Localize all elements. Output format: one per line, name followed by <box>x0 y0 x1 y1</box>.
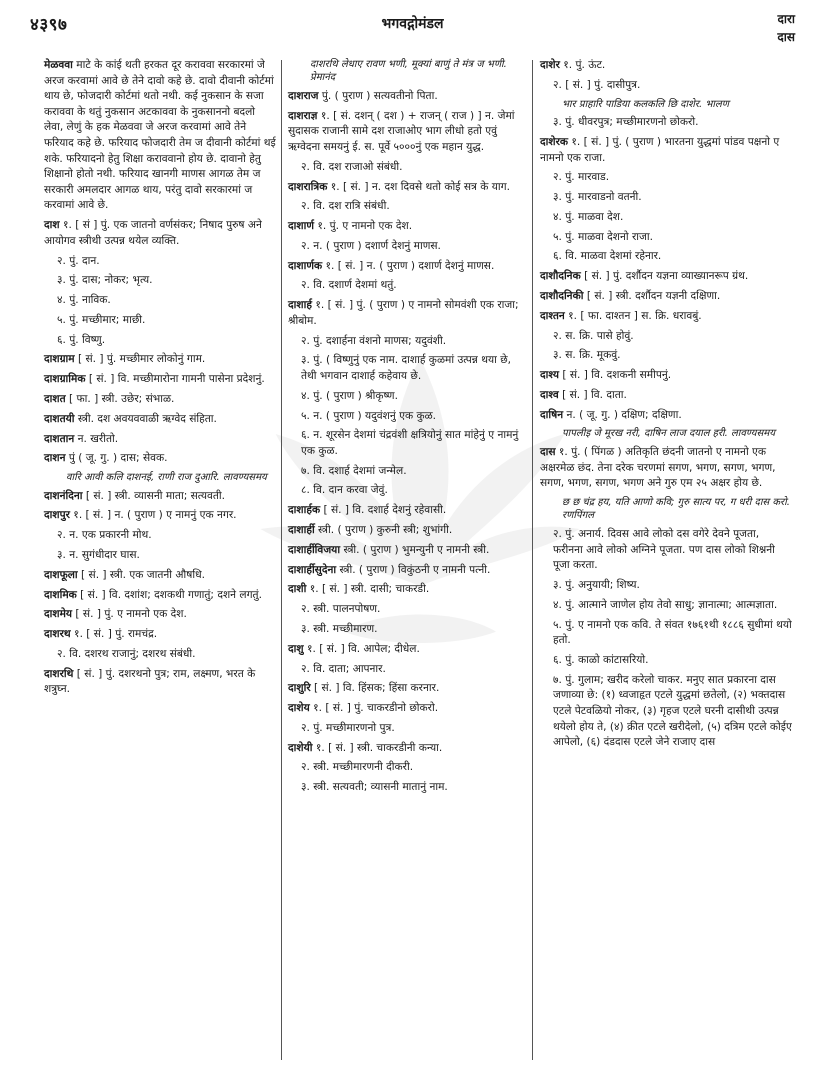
headword: दाशराज <box>288 90 319 102</box>
sense-line: ५. पुं. माळवा देशनो राजा. <box>553 230 653 243</box>
sense-line: २. स. क्रि. पासे होवुं. <box>553 329 634 342</box>
page-header <box>0 0 825 52</box>
entry: दाश्य [ सं. ] वि. दशकनी समीपनुं. <box>540 369 672 382</box>
sense-line: २. स्त्री. पालनपोषण. <box>301 603 381 616</box>
sense-line: २. न. ( पुराण ) दशार्ण देशनुं माणस. <box>301 239 441 252</box>
headword: दाशराज्ञ <box>288 109 318 122</box>
entry: दाशार्णक १. [ सं. ] न. ( पुराण ) दशार्ण देशनुं माणस. <box>288 259 495 272</box>
entry: दाशेयी १. [ सं. ] स्त्री. चाकरडीनी कन्या. <box>288 741 443 754</box>
headword: दाशार्णक <box>288 259 323 272</box>
column-middle <box>288 58 522 800</box>
entry: दाशार्ण १. पुं. ए नामनो एक देश. <box>288 220 413 233</box>
sense-line: ४. पुं. ( पुराण ) श्रीकृष्ण. <box>301 389 398 402</box>
headword: दाशु <box>288 642 304 655</box>
headword: दाशतयी <box>44 412 75 425</box>
sense-line: ४. पुं. माळवा देश. <box>553 210 624 223</box>
sense-line: ३. पुं. ( विष्णुनुं एक नाम. दाशार्ह कुळमां उत्पन्न थया छे, तेथी भगवान दाशार्ह कहेवाय छे. <box>301 354 512 382</box>
sense-line: ६. न. शूरसेन देशमां चंद्रवंशी क्षत्रियोनुं सात मांहेनुं ए नामनुं एक कुळ. <box>301 429 519 457</box>
sense-line: २. पुं. दशार्हना वंशनो माणस; यदुवंशी. <box>301 334 447 347</box>
headword: दाशमेय <box>44 608 73 621</box>
sense-line: २. वि. दश राजाओ संबंधी. <box>301 160 403 173</box>
headword: दाशौदनिक <box>540 270 581 283</box>
entry: दास १. पुं. ( पिंगळ ) अतिकृति छंदनी जातनो ए नामनो एक अक्षरमेळ छंद. तेना दरेक चरणमां सगण, भगण, सगण, भगण, सगण, भगण, सगण, भगण अने गुरु एम २५ अक्षर होय छे. <box>540 446 776 490</box>
sense-line: ७. पुं. गुलाम; खरीद करेलो चाकर. मनुए सात प्रकारना दास जणाव्या छे: (१) ध्वजाहृत एटले युद्धमां छतेलो, (२) भक्तदास एटले पेटवळियो नोकर, (३) गृहज एटले घरनी दासीथी उत्पन्न थयेलो होय ते, (४) क्रीत एटले खरीदेलो, (५) दत्रिम एटले कोईए आपेलो, (६) दंडदास एटले जेने राजाए दास <box>553 673 792 749</box>
sense-line: ३. पुं. दास; नोकर; भृत्य. <box>57 274 153 287</box>
sense-line: ३. पुं. मारवाडनो वतनी. <box>553 191 642 204</box>
headword: दाश्व <box>540 388 559 401</box>
entry: दाशफूला [ सं. ] स्त्री. एक जातनी औषधि. <box>44 568 205 581</box>
headword: दाशरथ <box>44 628 71 641</box>
entry: दाशत [ फा. ] स्त्री. उछेर; संभाळ. <box>44 392 175 405</box>
headword: दाश <box>44 219 60 232</box>
entry: दाशन पुं ( जू. गु. ) दास; सेवक. <box>44 452 168 465</box>
headword: दाशमिक <box>44 588 77 601</box>
headword: दाशार्ही <box>288 524 315 537</box>
sense-line: ३. पुं. धीवरपुत्र; मच्छीमारणनो छोकरो. <box>553 116 699 129</box>
headword: दाषिन <box>540 408 564 421</box>
entry: दाशार्हीसुदेना स्त्री. ( पुराण ) विकुंठनी ए नामनी पत्नी. <box>288 563 491 576</box>
entry: दाशरथ १. [ सं. ] पुं. रामचंद्र. <box>44 628 158 641</box>
sense-line: २. [ सं. ] पुं. दासीपुत्र. <box>553 78 641 91</box>
column-rule-1 <box>281 60 282 1060</box>
entry: दाशेय १. [ सं. ] पुं. चाकरडीनो छोकरो. <box>288 702 439 715</box>
entry: दाशमेय [ सं. ] पुं. ए नामनो एक देश. <box>44 608 187 621</box>
sense-line: ६. वि. माळवा देशमां रहेनार. <box>553 250 662 263</box>
headword: दाशी <box>288 583 307 596</box>
headword: दाशन <box>44 452 66 465</box>
guide-word-last: दास <box>777 30 795 44</box>
quotation: भार प्राहारि पाडिया कलकलि छि दाशेर. भालण <box>562 98 729 110</box>
headword: दाशेयी <box>288 741 313 754</box>
entry: दाशौदनिकी [ सं. ] स्त्री. दर्शौदन यज्ञनी दक्षिणा. <box>540 290 721 302</box>
page-number: ४३९७ <box>30 15 68 35</box>
sense-line: २. पुं. दान. <box>57 254 100 267</box>
entry: मेळववा माटे के कांई थती हरकत दूर कराववा सरकारमां जे अरज करवामां आवे छे तेने दावो कहे छे. दावो दीवानी कोर्टमां थाय छे, फोजदारी कोर्टमां थतो नथी. कई नुकसान के सजा कराववा के थतुं नुकसान अटकाववा के नुकसाननो बदलो लेवा, लेणुं के हक मेळववा जे अरज करवामां आवे तेने फरियाद कहे छे. फरियाद फोजदारी तेम ज दीवानी कोर्टमां थई शके. फरियादनो हेतु शिक्षा कराववानो होय छे. दावानो हेतु शिक्षानो होतो नथी. फरियाद खानगी माणस आगळ तेम ज सरकारी अमलदार आगळ थाय, परंतु दावो सरकारमां ज करवामां आवे छे. <box>44 59 276 212</box>
headword: दाशग्राम <box>44 353 75 366</box>
headword: दाशार्हीसुदेना <box>288 563 337 576</box>
headword: दाशपुर <box>44 509 70 522</box>
headword: दाशेरक <box>540 135 569 148</box>
headword: दाशग्रामिक <box>44 373 86 386</box>
sense-line: २. पुं. मारवाड. <box>553 171 610 184</box>
entry: दाशपुर १. [ सं. ] न. ( पुराण ) ए नामनुं एक नगर. <box>44 509 237 522</box>
entry: दाशतयी स्त्री. दश अवयववाळी ऋग्वेद संहिता. <box>44 412 217 425</box>
sense-line: २. न. एक प्रकारनी मोथ. <box>57 529 152 542</box>
headword: दाशार्हीविजया <box>288 543 341 556</box>
sense-line: २. वि. दाता; आपनार. <box>301 662 386 675</box>
headword: दाशफूला <box>44 568 78 581</box>
headword: दाशार्हक <box>288 504 321 517</box>
entry: दाश्तन १. [ फा. दाश्तन ] स. क्रि. धरावबुं. <box>540 309 702 322</box>
entry: दाशमिक [ सं. ] वि. दशांश; दशकथी गणातुं; दशने लगतुं. <box>44 588 262 601</box>
entry: दाशार्हीविजया स्त्री. ( पुराण ) भुमन्युनी ए नामनी स्त्री. <box>288 543 490 556</box>
entry: दाषिन न. ( जू. गु. ) दक्षिण; दक्षिणा. <box>540 408 682 421</box>
entry: दाशनंदिना [ सं. ] स्त्री. व्यासनी माता; सत्यवती. <box>44 489 226 502</box>
headword: दाशुरि <box>288 682 311 695</box>
sense-line: ३. स. क्रि. मूकवुं. <box>553 349 621 362</box>
headword: दाश्य <box>540 369 560 382</box>
sense-line: २. वि. दशार्ण देशमां थतुं. <box>301 279 397 292</box>
headword: दाशार्ण <box>288 220 314 233</box>
headword: दाशेय <box>288 702 310 715</box>
headword: दाश्तन <box>540 309 565 322</box>
headword: दाशार्ह <box>288 299 312 312</box>
quotation: छ छ चंद्र हय, यति आणो कवि; गुरु सात्य पर, ग धरी दास करो. रणपिंगल <box>562 497 790 522</box>
guide-word-first: दारा <box>777 12 795 26</box>
column-rule-2 <box>532 60 533 1060</box>
entry: दाशुरि [ सं. ] वि. हिंसक; हिंसा करनार. <box>288 682 440 695</box>
entry: दाश १. [ सं ] पुं. एक जातनो वर्णसंकर; निषाद पुरुष अने आयोगव स्त्रीथी उत्पन्न थयेल व्यक्ति. <box>44 219 262 247</box>
entry: दाशेर १. पुं. ऊंट. <box>540 59 606 71</box>
sense-line: ६. पुं. काळो कांटासरियो. <box>553 653 649 666</box>
sense-line: ३. स्त्री. सत्यवती; व्यासनी मातानुं नाम. <box>301 781 448 794</box>
quotation: पापलीइ जे मूरख नरी, दाषिन लाज दयाल हरी. लावण्यसमय <box>562 428 776 440</box>
running-title: भगवद्गोमंडल <box>381 16 444 32</box>
quotation: वारि आवी कलि दाशनई, राणी राज दुआरि. लावण्यसमय <box>66 472 267 484</box>
headword: दाशरथि <box>44 667 74 680</box>
entry: दाशग्राम [ सं. ] पुं. मच्छीमार लोकोनुं गाम. <box>44 353 206 366</box>
entry: दाशु १. [ सं. ] वि. आपेल; दीधेल. <box>288 642 420 655</box>
entry: दाशरात्रिक १. [ सं. ] न. दश दिवसे थतो कोई सत्र के याग. <box>288 180 510 193</box>
entry: दाशरथि [ सं. ] पुं. दशरथनो पुत्र; राम, लक्ष्मण, भरत के शत्रुघ्न. <box>44 667 256 696</box>
sense-line: २. वि. दश रात्रि संबंधी. <box>301 200 390 213</box>
quotation: दाशरथि लेधाए रावण भणी, मूक्यां बाणुं ते मंत्र ज भणी. प्रेमानंद <box>310 59 507 84</box>
sense-line: ४. पुं. आत्माने जाणेल होय तेवो साधु; ज्ञानात्मा; आत्मज्ञाता. <box>553 598 778 611</box>
sense-line: ३. न. सुगंधीदार घास. <box>57 549 140 562</box>
sense-line: ८. वि. दान करवा जेवुं. <box>301 484 388 497</box>
headword: दाशौदनिकी <box>540 290 584 302</box>
entry: दाशराज पुं. ( पुराण ) सत्यवतीनो पिता. <box>288 90 438 102</box>
sense-line: २. पुं. मच्छीमारणनो पुत्र. <box>301 721 395 734</box>
entry: दाशार्ही स्त्री. ( पुराण ) कुरुनी स्त्री; शुभांगी. <box>288 524 453 537</box>
sense-line: ४. पुं. नाविक. <box>57 294 111 307</box>
sense-line: २. पुं. अनार्य. दिवस आवे लोको दस वगेरे देवने पूजता, फरीनना आवे लोको अग्निने पूजता. पण दास लोको शिश्ननी पूजा करता. <box>553 528 775 572</box>
sense-line: ५. पुं. मच्छीमार; माछी. <box>57 313 146 326</box>
entry: दाशग्रामिक [ सं. ] वि. मच्छीमारोना गामनी पासेना प्रदेशनुं. <box>44 373 265 386</box>
headword: दाशेर <box>540 59 560 71</box>
sense-line: ७. वि. दशार्ह देशमां जन्मेल. <box>301 464 407 477</box>
sense-line: ५. पुं. ए नामनो एक कवि. ते संवत १७६१थी १८८६ सुधीमां थयो हतो. <box>553 618 792 647</box>
sense-line: ३. पुं. अनुयायी; शिष्य. <box>553 579 640 591</box>
entry: दाशतान न. खरीतो. <box>44 432 119 445</box>
headword: दाशतान <box>44 432 75 445</box>
headword: दाशरात्रिक <box>288 180 328 193</box>
entry: दाशराज्ञ १. [ सं. दशन् ( दश ) + राजन् ( राज ) ] न. जेमां सुदासक राजानी सामे दश राजाओए भाग लीधो हतो एवुं ऋग्वेदना समयनुं ई. स. पूर्वे ५०००नुं एक महान युद्ध. <box>288 109 515 153</box>
guide-words <box>777 10 795 46</box>
sense-line: ६. पुं. विष्णु. <box>57 333 106 346</box>
headword: दास <box>540 446 556 459</box>
entry: दाश्व [ सं. ] वि. दाता. <box>540 388 627 401</box>
headword: दाशनंदिना <box>44 489 83 502</box>
sense-line: ३. स्त्री. मच्छीमारण. <box>301 622 378 635</box>
entry: दाशेरक १. [ सं. ] पुं. ( पुराण ) भारतना युद्धमां पांडव पक्षनो ए नामनो एक राजा. <box>540 135 780 164</box>
column-left <box>44 58 276 702</box>
entry: दाशार्हक [ सं. ] वि. दशार्ह देशनुं रहेवासी. <box>288 504 447 517</box>
column-right <box>540 58 792 755</box>
entry: दाशौदनिक [ सं. ] पुं. दर्शौदन यज्ञना व्याख्यानरूप ग्रंथ. <box>540 270 749 283</box>
entry: दाशार्ह १. [ सं. ] पुं. ( पुराण ) ए नामनो सोमवंशी एक राजा; श्रीबोम. <box>288 299 519 327</box>
sense-line: २. वि. दशरथ राजानुं; दशरथ संबंधी. <box>57 647 196 660</box>
sense-line: २. स्त्री. मच्छीमारणनी दीकरी. <box>301 761 414 774</box>
sense-line: ५. न. ( पुराण ) यदुवंशनुं एक कुळ. <box>301 409 437 422</box>
headword: मेळववा <box>44 59 73 71</box>
entry: दाशी १. [ सं. ] स्त्री. दासी; चाकरडी. <box>288 583 430 596</box>
headword: दाशत <box>44 392 66 405</box>
